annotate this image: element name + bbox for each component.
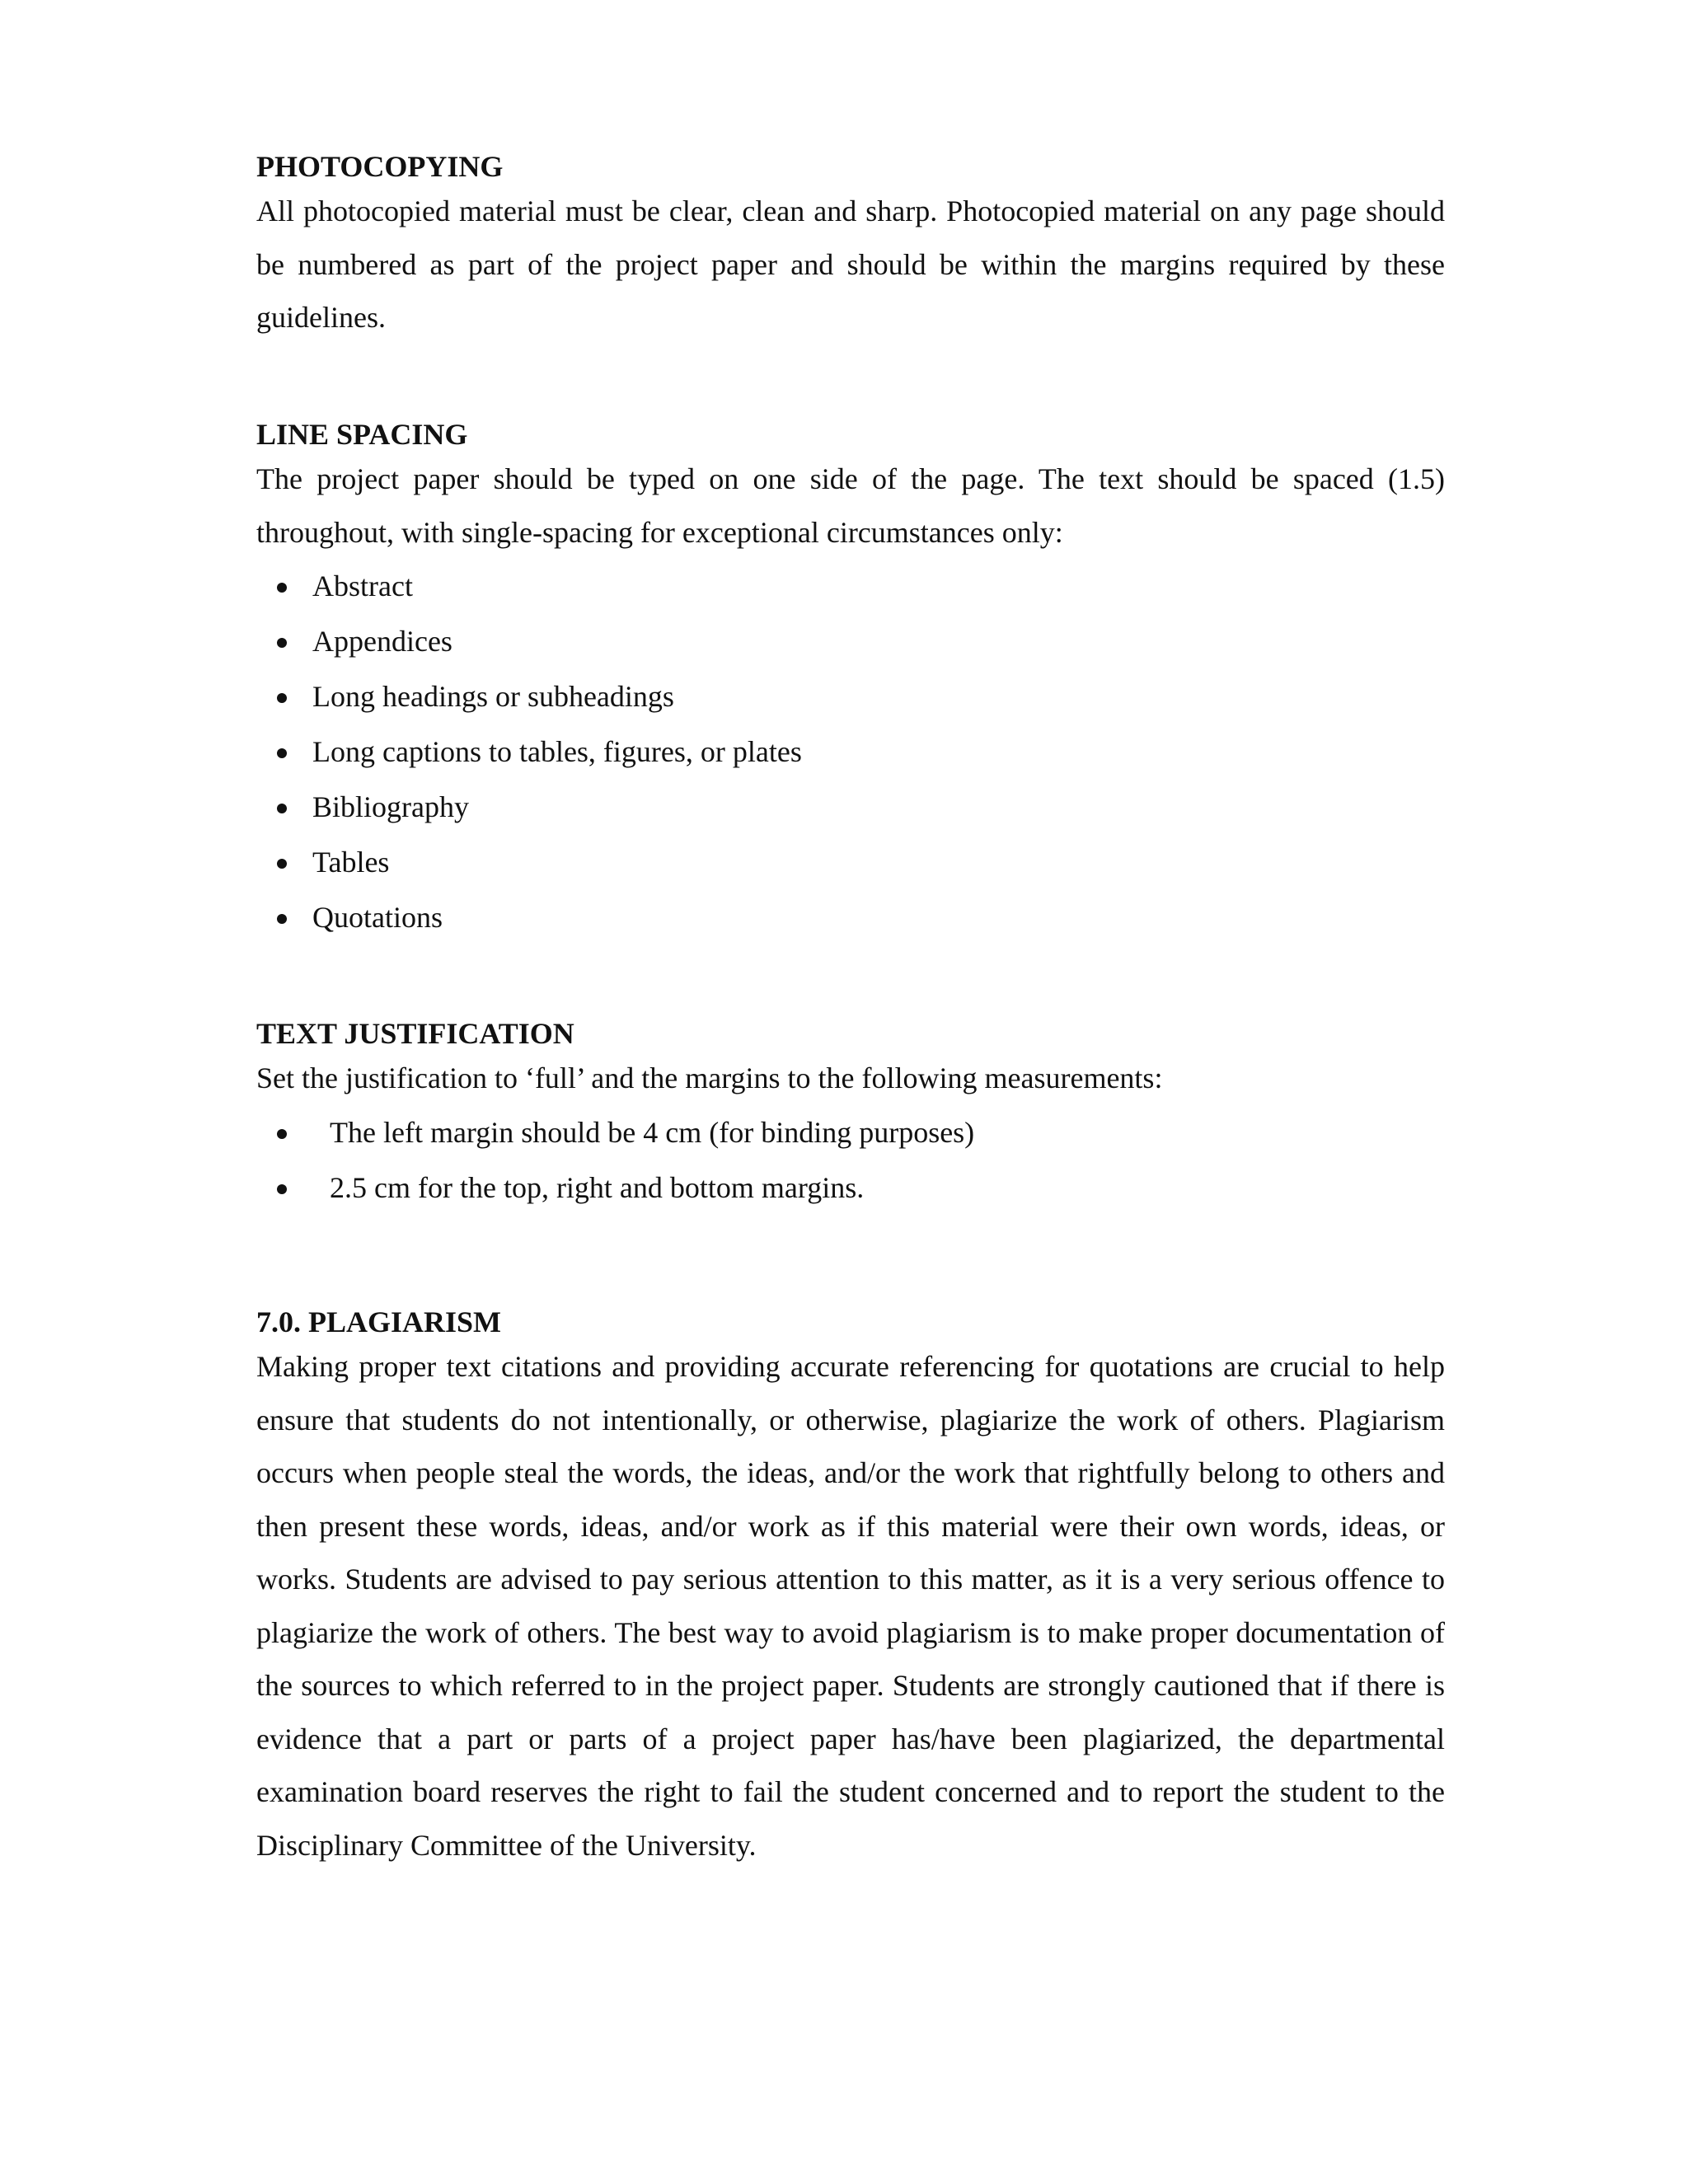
- section-photocopying: [256, 148, 1445, 344]
- section-body-plagiarism: Making proper text citations and providing accurate referencing for quotations are crucial to help ensure that students do not intentionally, or otherwise, plagiarize the work of others. Plagiarism occurs when people steal the words, the ideas, and/or the work that rightfully belong to others and then present these words, ideas, and/or work as if this material were their own words, ideas, or works. Students are advised to pay serious attention to this matter, as it is a very serious offence to plagiarize the work of others. The best way to avoid plagiarism is to make proper documentation of the sources to which referred to in the project paper. Students are strongly cautioned that if there is evidence that a part or parts of a project paper has/have been plagiarized, the departmental examination board reserves the right to fail the student concerned and to report the student to the Disciplinary Committee of the University.: [256, 1350, 1445, 1862]
- list-item: Tables: [256, 835, 1445, 890]
- bullet-icon: [277, 1129, 287, 1139]
- section-heading-text-justification: TEXT JUSTIFICATION: [256, 1017, 574, 1050]
- list-item: Long headings or subheadings: [256, 669, 1445, 724]
- bullet-icon: [277, 693, 287, 703]
- bullet-icon: [277, 804, 287, 813]
- bullet-icon: [277, 583, 287, 593]
- section-body-text-justification: Set the justification to ‘full’ and the margins to the following measurements:: [256, 1062, 1163, 1094]
- list-item: Quotations: [256, 890, 1445, 945]
- list-item: Abstract: [256, 559, 1445, 614]
- section-plagiarism: [256, 1304, 1445, 1872]
- section-heading-line-spacing: LINE SPACING: [256, 418, 468, 451]
- list-item: Long captions to tables, figures, or plates: [256, 724, 1445, 780]
- list-item: The left margin should be 4 cm (for binding purposes): [256, 1105, 1445, 1160]
- bullet-icon: [277, 914, 287, 924]
- section-heading-photocopying: PHOTOCOPYING: [256, 150, 504, 183]
- line-spacing-list: [256, 559, 1445, 945]
- list-item: Bibliography: [256, 780, 1445, 835]
- bullet-icon: [277, 859, 287, 869]
- bullet-icon: [277, 1184, 287, 1194]
- list-item: Appendices: [256, 614, 1445, 669]
- text-justification-list: [256, 1105, 1445, 1216]
- list-item: 2.5 cm for the top, right and bottom margins.: [256, 1160, 1445, 1216]
- section-body-photocopying: All photocopied material must be clear, clean and sharp. Photocopied material on any page should be numbered as part of the project paper and should be within the margins required by these guidelines.: [256, 194, 1445, 334]
- bullet-icon: [277, 748, 287, 758]
- section-heading-plagiarism: 7.0. PLAGIARISM: [256, 1305, 502, 1338]
- section-body-line-spacing: The project paper should be typed on one side of the page. The text should be spaced (1.5) throughout, with single-spacing for exceptional circumstances only:: [256, 462, 1445, 549]
- section-text-justification: [256, 1015, 1445, 1216]
- section-line-spacing: [256, 416, 1445, 945]
- bullet-icon: [277, 638, 287, 648]
